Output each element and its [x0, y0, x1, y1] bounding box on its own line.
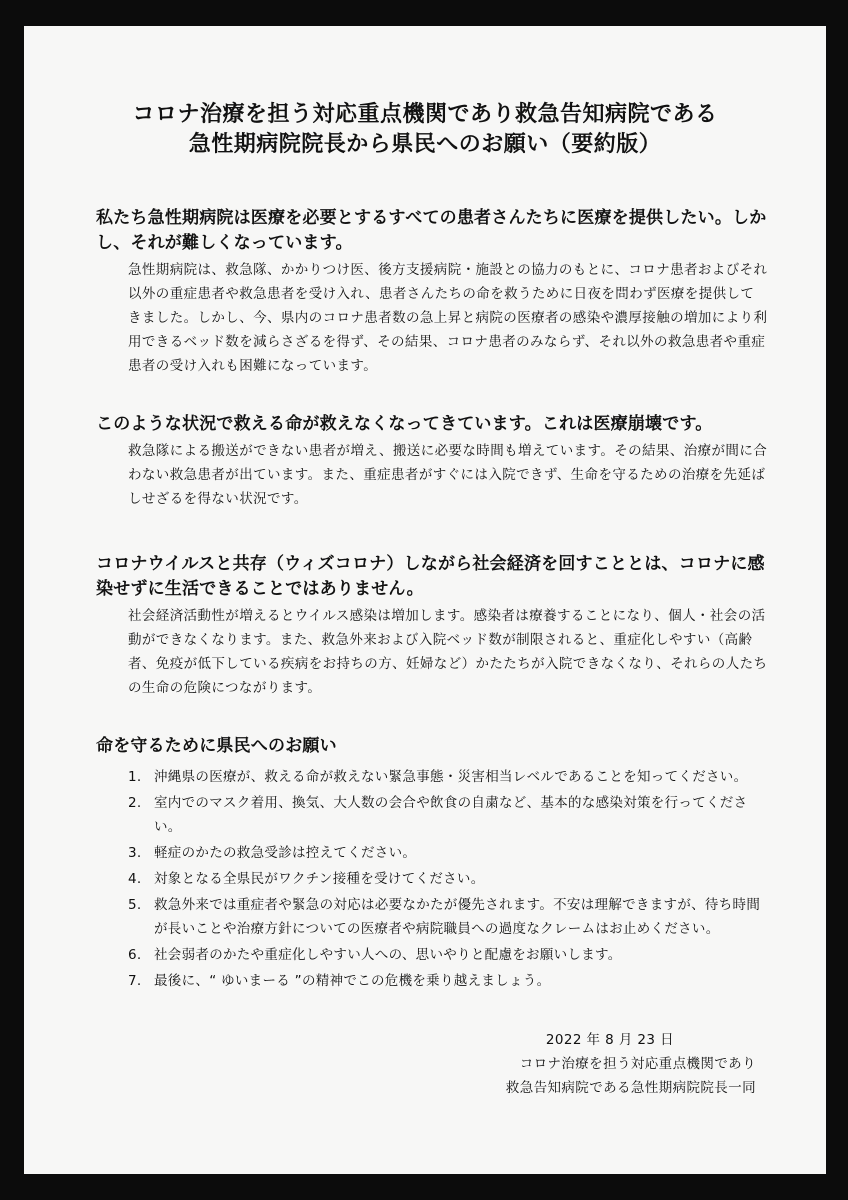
item-number: 2.: [128, 795, 142, 811]
section-heading: このような状況で救える命が救えなくなってきています。これは医療崩壊です。: [96, 414, 713, 434]
item-number: 7.: [128, 973, 142, 989]
list-item: [128, 841, 768, 865]
list-item: [128, 943, 768, 967]
item-number: 1.: [128, 769, 142, 785]
section-medical-collapse: [96, 412, 768, 511]
title-line-1: コロナ治療を担う対応重点機関であり救急告知病院である: [132, 102, 718, 127]
item-text: 軽症のかたの救急受診は控えてください。: [154, 845, 417, 861]
section-body: 社会経済活動性が増えるとウイルス感染は増加します。感染者は療養することになり、個人・社会の活動ができなくなります。また、救急外来および入院ベッド数が制限されると、重症化しやすい（高齢者、免疫が低下している疾病をお持ちの方、妊婦など）かたたちが入院できなくなり、それらの人たちの生命の危険につながります。: [128, 608, 768, 696]
section-heading: 私たち急性期病院は医療を必要とするすべての患者さんたちに医療を提供したい。しかし、それが難しくなっています。: [96, 208, 767, 253]
item-number: 3.: [128, 845, 142, 861]
section-body: 急性期病院は、救急隊、かかりつけ医、後方支援病院・施設との協力のもとに、コロナ患者およびそれ以外の重症患者や救急患者を受け入れ、患者さんたちの命を救うために日夜を問わず医療を提供してきました。しかし、今、県内のコロナ患者数の急上昇と病院の医療者の感染や濃厚接触の増加により利用できるベッド数を減らさざるを得ず、その結果、コロナ患者のみならず、それ以外の救急患者や重症患者の受け入れも困難になっています。: [128, 262, 768, 374]
item-text: 室内でのマスク着用、換気、大人数の会合や飲食の自粛など、基本的な感染対策を行ってください。: [154, 795, 748, 835]
list-item: [128, 765, 768, 789]
request-heading: 命を守るために県民へのお願い: [96, 736, 337, 756]
title-line-2: 急性期病院院長から県民へのお願い（要約版）: [188, 132, 662, 157]
section-heading: コロナウイルスと共存（ウィズコロナ）しながら社会経済を回すこととは、コロナに感染せずに生活できることではありません。: [96, 554, 765, 599]
document-title: [24, 100, 826, 160]
item-number: 5.: [128, 897, 142, 913]
document-page: [24, 26, 826, 1174]
item-text: 社会弱者のかたや重症化しやすい人への、思いやりと配慮をお願いします。: [154, 947, 622, 963]
item-text: 救急外来では重症者や緊急の対応は必要なかたが優先されます。不安は理解できますが、待ち時間が長いことや治療方針についての医療者や病院職員への過度なクレームはお止めください。: [154, 897, 761, 937]
item-text: 対象となる全県民がワクチン接種を受けてください。: [154, 871, 485, 887]
signature-line-2: 救急告知病院である急性期病院院長一同: [505, 1080, 756, 1096]
item-text: 最後に、“ ゆいまーる ”の精神でこの危機を乗り越えましょう。: [154, 973, 551, 989]
item-number: 4.: [128, 871, 142, 887]
signature-line-1: コロナ治療を担う対応重点機関であり: [519, 1056, 756, 1072]
signature-date: 2022 年 8 月 23 日: [545, 1032, 674, 1048]
request-list: [128, 765, 768, 993]
item-text: 沖縄県の医療が、救える命が救えない緊急事態・災害相当レベルであることを知ってください。: [154, 769, 748, 785]
item-number: 6.: [128, 947, 142, 963]
list-item: [128, 893, 768, 941]
section-body: 救急隊による搬送ができない患者が増え、搬送に必要な時間も増えています。その結果、治療が間に合わない救急患者が出ています。また、重症患者がすぐには入院できず、生命を守るための治療を先延ばしせざるを得ない状況です。: [128, 443, 768, 507]
list-item: [128, 791, 768, 839]
list-item: [128, 969, 768, 993]
list-item: [128, 867, 768, 891]
section-hospitals: [96, 206, 768, 378]
section-requests: [96, 734, 768, 995]
section-with-corona: [96, 552, 768, 700]
signature-block: [436, 1028, 756, 1100]
